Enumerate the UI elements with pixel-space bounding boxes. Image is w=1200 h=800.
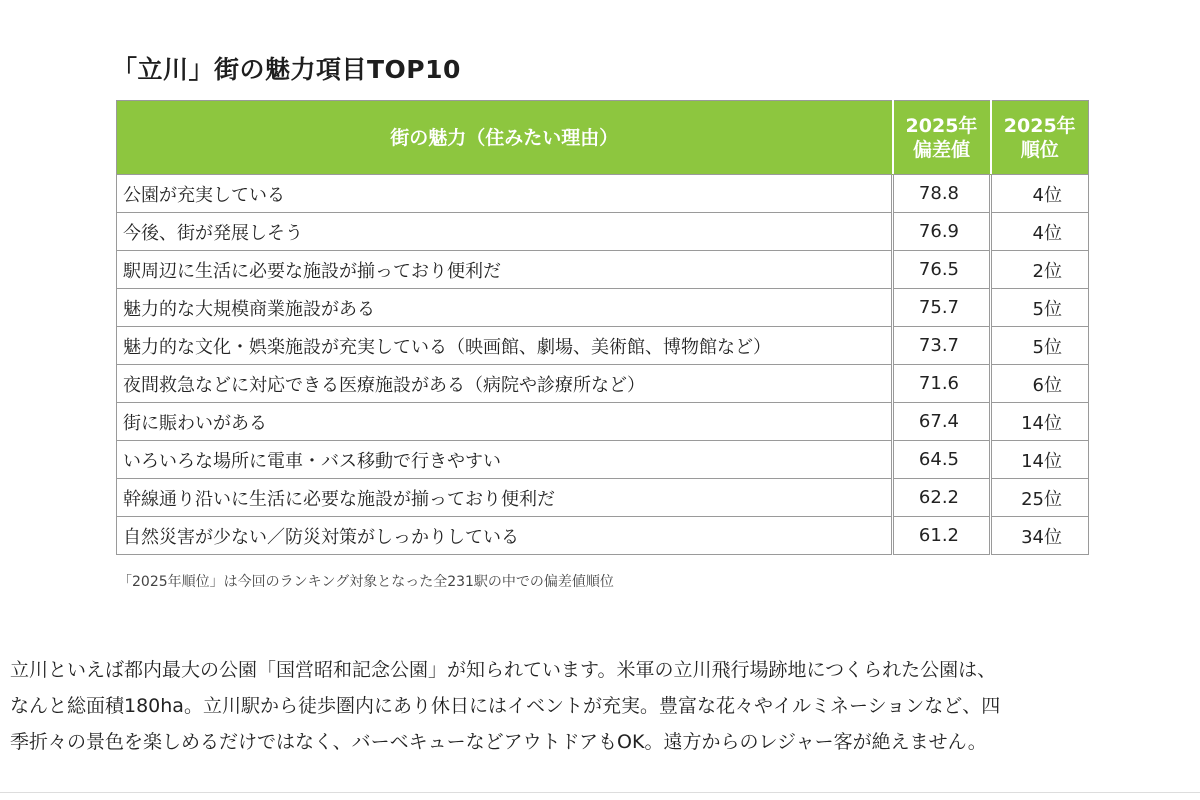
ranking-table xyxy=(116,100,1089,555)
paragraph-line: 立川といえば都内最大の公園「国営昭和記念公園」が知られています。米軍の立川飛行場跡地につくられた公園は、 xyxy=(10,659,997,681)
score-cell: 64.5 xyxy=(893,441,991,479)
score-cell: 76.5 xyxy=(893,251,991,289)
divider xyxy=(0,792,1200,793)
reason-cell: 魅力的な大規模商業施設がある xyxy=(117,289,893,327)
rank-cell: 34位 xyxy=(991,517,1089,555)
score-cell: 62.2 xyxy=(893,479,991,517)
header-score-label: 偏差値 xyxy=(912,138,970,161)
paragraph-line: 季折々の景色を楽しめるだけではなく、バーベキューなどアウトドアもOK。遠方からのレジャー客が絶えません。 xyxy=(10,731,987,753)
score-cell: 61.2 xyxy=(893,517,991,555)
score-cell: 73.7 xyxy=(893,327,991,365)
header-reason-label: 街の魅力（住みたい理由） xyxy=(390,126,619,149)
reason-cell: 公園が充実している xyxy=(117,175,893,213)
score-cell: 67.4 xyxy=(893,403,991,441)
header-rank-label: 順位 xyxy=(1020,138,1059,161)
reason-cell: 駅周辺に生活に必要な施設が揃っており便利だ xyxy=(117,251,893,289)
reason-cell: 自然災害が少ない／防災対策がしっかりしている xyxy=(117,517,893,555)
table-row xyxy=(117,479,1089,517)
table-footnote: 「2025年順位」は今回のランキング対象となった全231駅の中での偏差値順位 xyxy=(118,574,614,590)
rank-cell: 25位 xyxy=(991,479,1089,517)
table-row xyxy=(117,251,1089,289)
table-row xyxy=(117,403,1089,441)
table-row xyxy=(117,441,1089,479)
rank-cell: 2位 xyxy=(991,251,1089,289)
table-row xyxy=(117,175,1089,213)
rank-cell: 5位 xyxy=(991,327,1089,365)
header-rank xyxy=(991,101,1089,175)
body-paragraph xyxy=(10,652,1185,760)
rank-cell: 4位 xyxy=(991,213,1089,251)
header-reason xyxy=(117,101,893,175)
score-cell: 76.9 xyxy=(893,213,991,251)
score-cell: 71.6 xyxy=(893,365,991,403)
table-row xyxy=(117,517,1089,555)
reason-cell: 幹線通り沿いに生活に必要な施設が揃っており便利だ xyxy=(117,479,893,517)
score-cell: 75.7 xyxy=(893,289,991,327)
table-row xyxy=(117,327,1089,365)
table-header-row xyxy=(117,101,1089,175)
reason-cell: 魅力的な文化・娯楽施設が充実している（映画館、劇場、美術館、博物館など） xyxy=(117,327,893,365)
reason-cell: 夜間救急などに対応できる医療施設がある（病院や診療所など） xyxy=(117,365,893,403)
paragraph-line: なんと総面積180ha。立川駅から徒歩圏内にあり休日にはイベントが充実。豊富な花々やイルミネーションなど、四 xyxy=(10,695,1001,717)
rank-cell: 4位 xyxy=(991,175,1089,213)
table-row xyxy=(117,289,1089,327)
header-score xyxy=(893,101,991,175)
table-row xyxy=(117,365,1089,403)
page-title: 「立川」街の魅力項目TOP10 xyxy=(112,55,461,84)
rank-cell: 5位 xyxy=(991,289,1089,327)
rank-cell: 6位 xyxy=(991,365,1089,403)
score-cell: 78.8 xyxy=(893,175,991,213)
reason-cell: いろいろな場所に電車・バス移動で行きやすい xyxy=(117,441,893,479)
header-rank-year: 2025年 xyxy=(1003,114,1076,137)
rank-cell: 14位 xyxy=(991,403,1089,441)
reason-cell: 今後、街が発展しそう xyxy=(117,213,893,251)
header-score-year: 2025年 xyxy=(905,114,978,137)
reason-cell: 街に賑わいがある xyxy=(117,403,893,441)
rank-cell: 14位 xyxy=(991,441,1089,479)
table-row xyxy=(117,213,1089,251)
